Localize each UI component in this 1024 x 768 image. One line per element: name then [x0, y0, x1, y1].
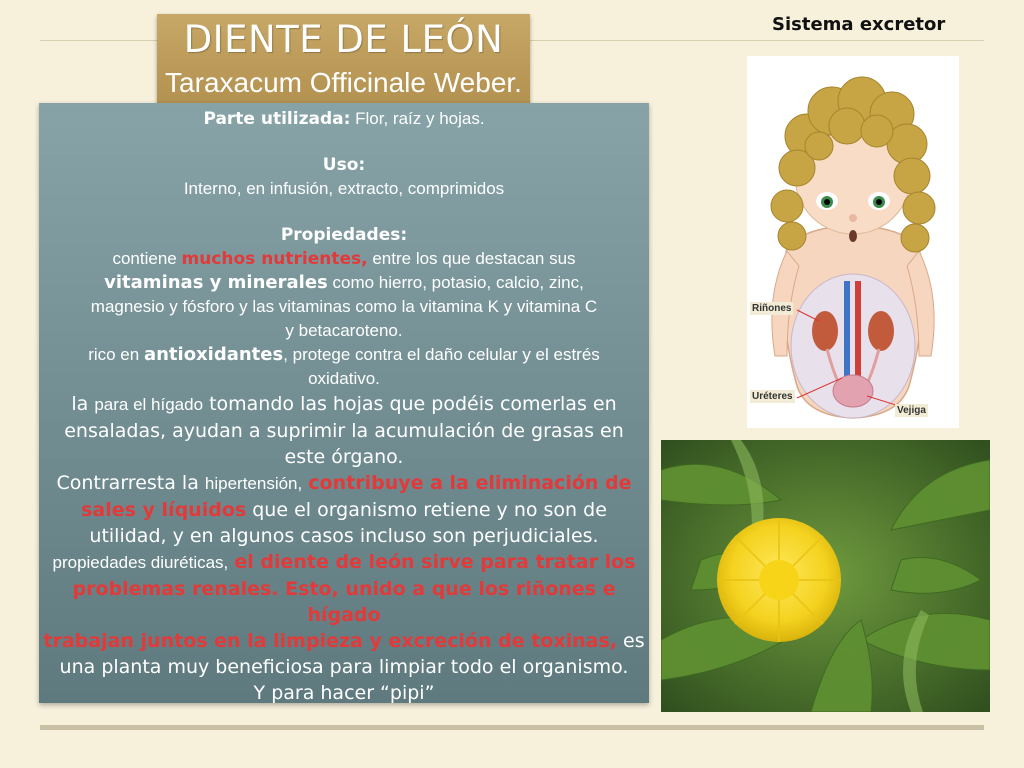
- bold-text: vitaminas y minerales: [104, 272, 328, 293]
- parte-line: [43, 107, 645, 131]
- prop-line-2: [43, 271, 645, 295]
- text-run: Contrarresta la: [56, 472, 199, 494]
- dandelion-photo-svg: [661, 440, 990, 712]
- text-run: hipertensión,: [204, 474, 303, 493]
- uso-label: Uso:: [322, 155, 366, 175]
- prop-line-10: [43, 470, 645, 497]
- text-run: contiene: [112, 249, 177, 268]
- text-run: entre los que destacan sus: [372, 249, 576, 268]
- dandelion-photo: [661, 440, 990, 712]
- prop-line-8: ensaladas, ayudan a suprimir la acumulación de grasas en: [64, 420, 624, 442]
- text-run: para el hígado: [94, 395, 204, 414]
- prop-line-4: y betacaroteno.: [285, 321, 403, 340]
- text-run: es: [623, 630, 645, 652]
- prop-line-13: [43, 549, 645, 576]
- bladder-label: Vejiga: [897, 405, 926, 416]
- text-run: que el organismo retiene y no son de: [252, 499, 607, 521]
- text-run: propiedades diuréticas,: [52, 553, 229, 572]
- text-run: la: [71, 393, 89, 415]
- prop-line-12: utilidad, y en algunos casos incluso son perjudiciales.: [89, 525, 599, 547]
- scientific-name: Taraxacum Officinale Weber.: [165, 67, 522, 98]
- prop-line-7: [43, 391, 645, 418]
- prop-line-15: [43, 628, 645, 654]
- section-title: Sistema excretor: [772, 14, 946, 35]
- highlight-text: muchos nutrientes,: [181, 249, 368, 269]
- info-panel: [39, 103, 649, 703]
- highlight-text: contribuye a la eliminación de: [308, 472, 632, 494]
- text-run: tomando las hojas que podéis comerlas en: [209, 393, 617, 415]
- bold-text: antioxidantes: [143, 344, 284, 365]
- text-run: rico en: [88, 345, 140, 364]
- highlight-text: sales y líquidos: [81, 499, 247, 521]
- prop-line-5: [43, 343, 645, 367]
- prop-line-16: una planta muy beneficiosa para limpiar todo el organismo.: [59, 656, 629, 678]
- prop-line-6: oxidativo.: [308, 369, 380, 388]
- prop-line-3: magnesio y fósforo y las vitaminas como la vitamina K y vitamina C: [90, 297, 598, 316]
- prop-line-14: problemas renales. Esto, unido a que los riñones e hígado: [72, 578, 616, 626]
- page-title: DIENTE DE LEÓN: [183, 18, 504, 61]
- prop-line-9: este órgano.: [284, 446, 404, 468]
- uso-value: Interno, en infusión, extracto, comprimidos: [183, 179, 505, 198]
- prop-line-11: [43, 497, 645, 523]
- kidneys-label: Riñones: [752, 303, 792, 314]
- title-box: [157, 14, 530, 104]
- highlight-text: trabajan juntos en la limpieza y excreción de toxinas,: [43, 630, 617, 652]
- propiedades-label: Propiedades:: [280, 225, 408, 245]
- child-excretory-illustration: [747, 56, 959, 428]
- text-run: , protege contra el daño celular y el estrés: [283, 345, 600, 364]
- prop-line-17: Y para hacer “pipi”: [253, 682, 435, 703]
- prop-line-1: [43, 247, 645, 271]
- child-illustration-svg: [747, 56, 959, 428]
- bottom-rule: [40, 725, 984, 730]
- text-run: como hierro, potasio, calcio, zinc,: [332, 273, 584, 292]
- ureters-label: Uréteres: [752, 391, 793, 402]
- parte-label: Parte utilizada:: [203, 109, 351, 129]
- parte-value: Flor, raíz y hojas.: [355, 109, 485, 128]
- highlight-text: el diente de león sirve para tratar los: [234, 551, 636, 573]
